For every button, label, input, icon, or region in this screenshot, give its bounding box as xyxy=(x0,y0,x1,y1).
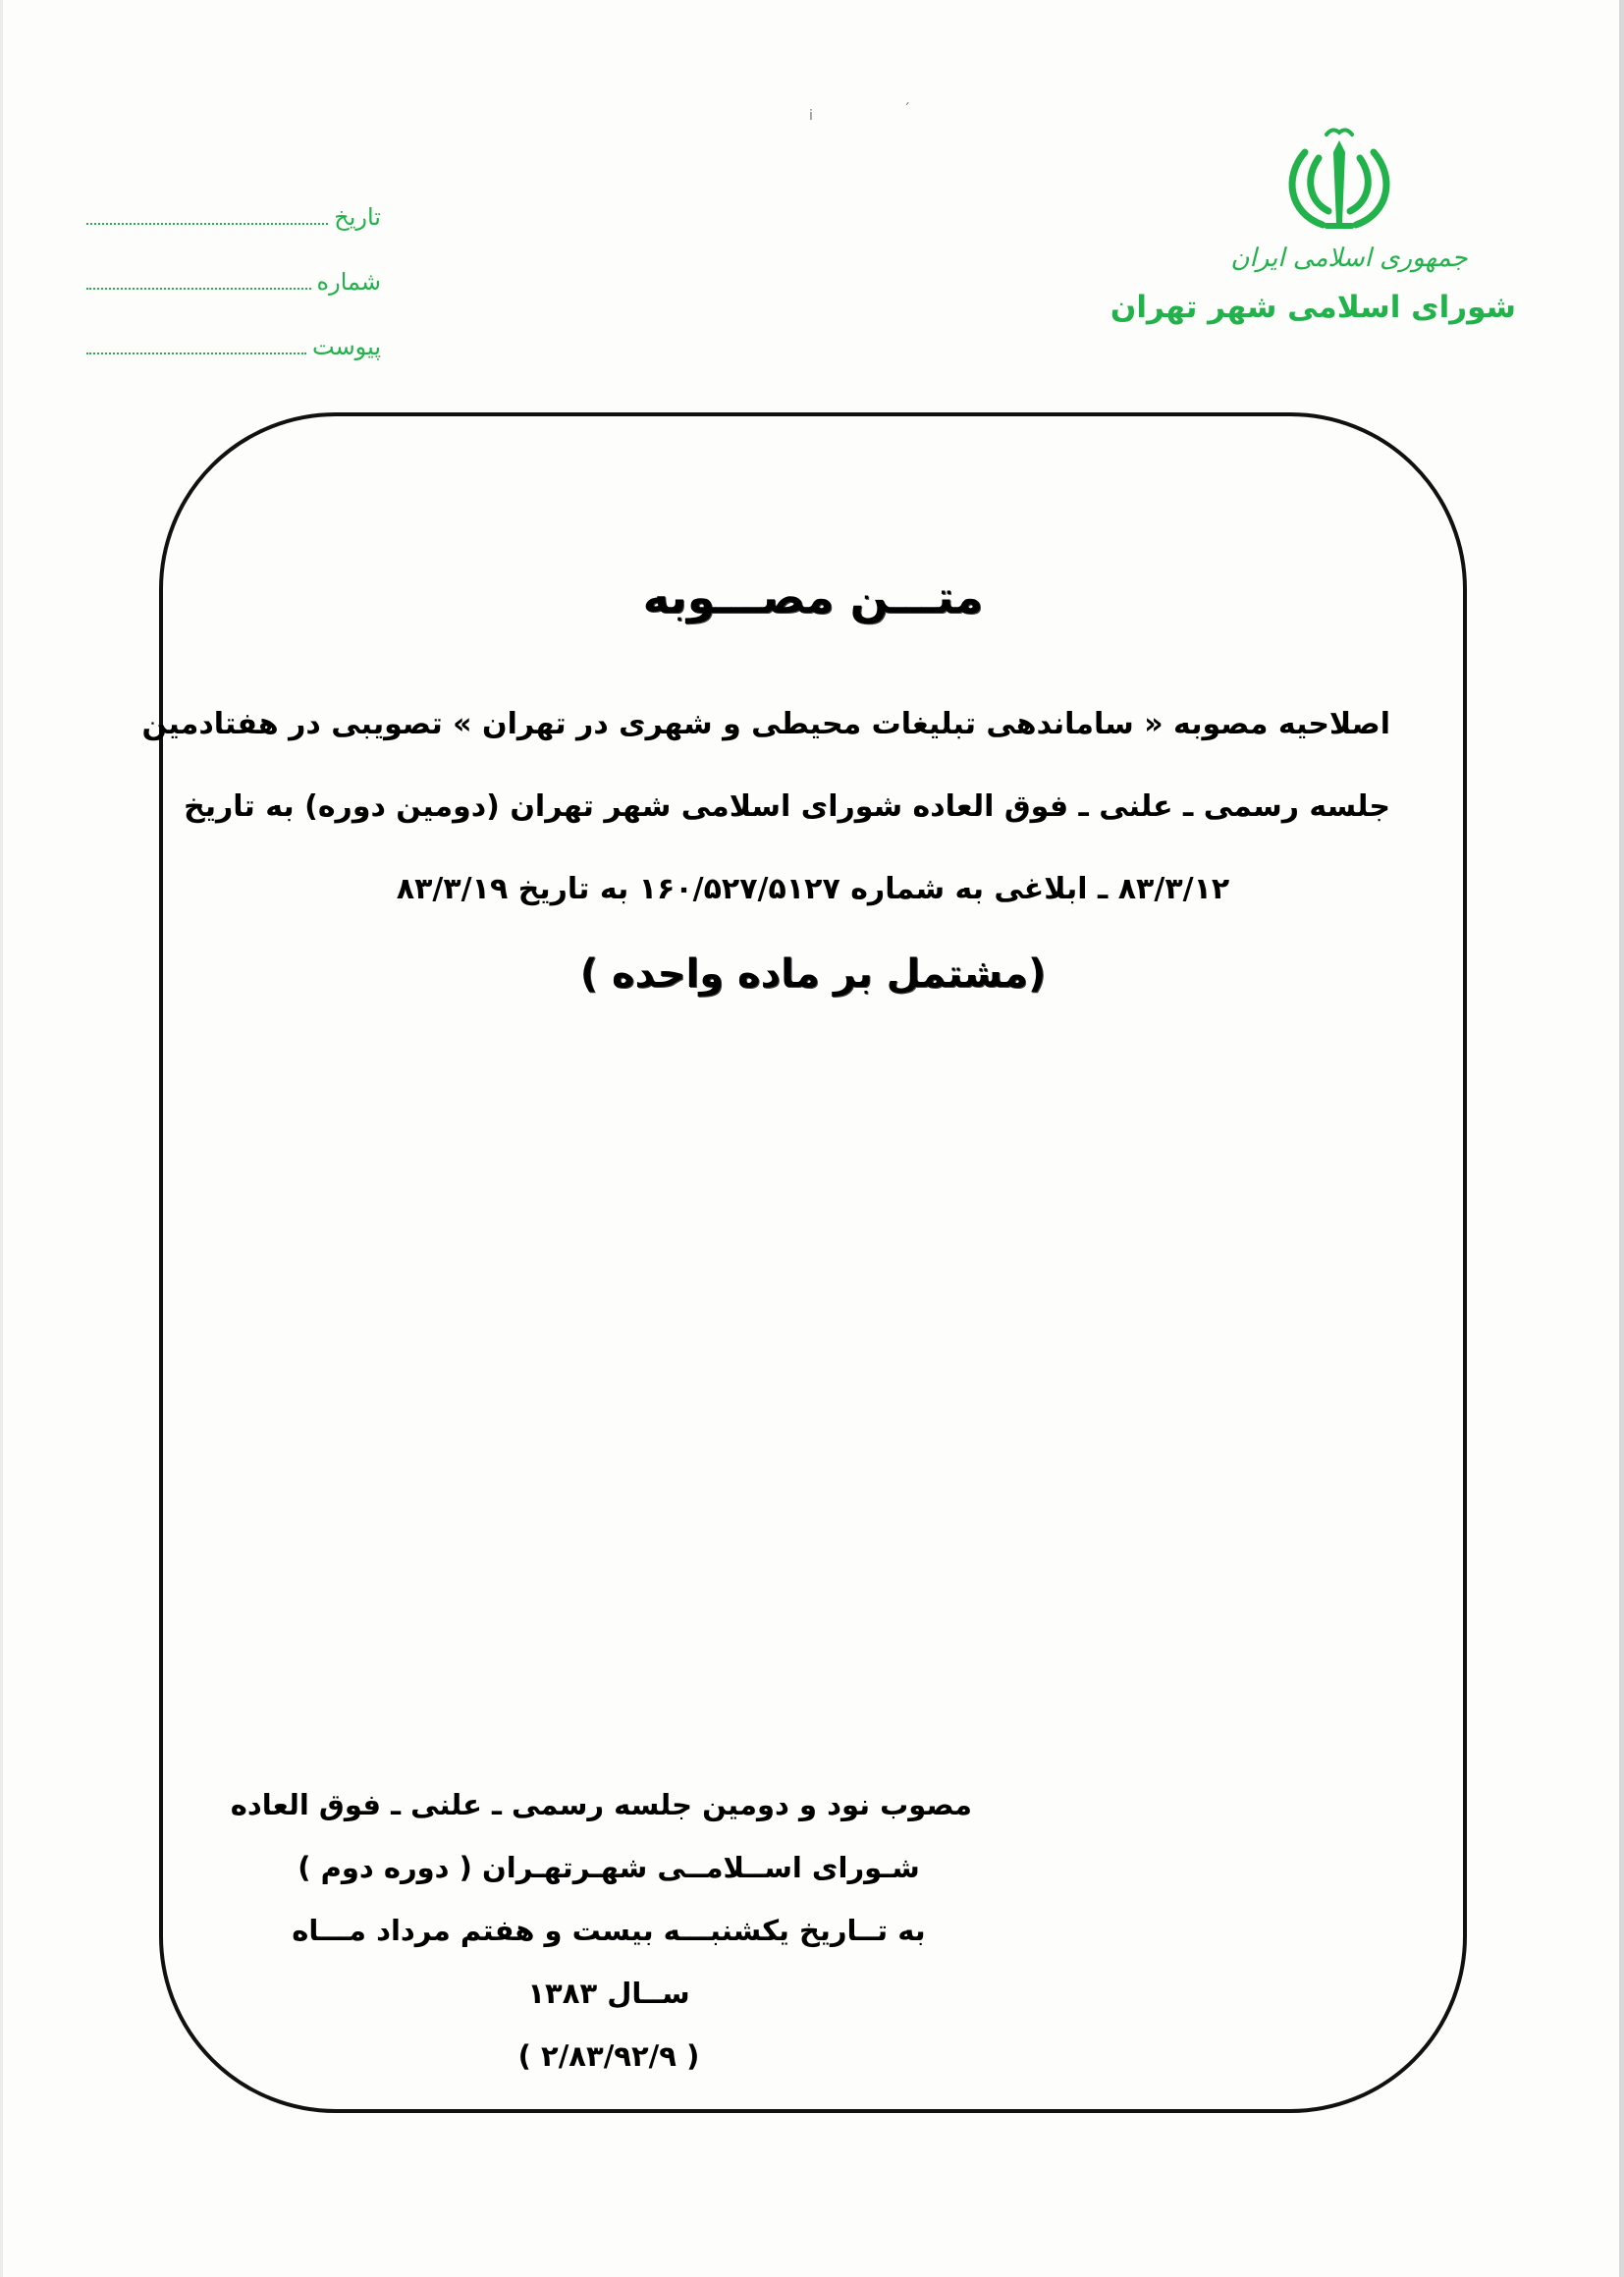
body-line: ۸۳/۳/۱۲ ـ ابلاغی به شماره ۱۶۰/۵۲۷/۵۱۲۷ به تاریخ ۸۳/۳/۱۹ xyxy=(396,872,1230,906)
footer-line: ســال ۱۳۸۳ xyxy=(527,1977,690,2010)
document-body xyxy=(141,683,1390,931)
emblem-caption: جمهوری اسلامی ایران xyxy=(1230,244,1468,273)
footer-line: مصوب نود و دومین جلسه رسمی ـ علنی ـ فوق العاده xyxy=(230,1788,972,1821)
meta-label-number: شماره xyxy=(316,268,381,296)
scan-speck: ⅰ xyxy=(809,108,813,124)
scan-edge-left xyxy=(0,0,3,2277)
iran-emblem-icon xyxy=(1275,123,1403,241)
document-subtitle: (مشتمل بر ماده واحده ) xyxy=(579,951,1047,997)
meta-row-attachment xyxy=(86,297,381,361)
meta-line-attachment xyxy=(86,352,306,354)
meta-line-date xyxy=(86,223,328,225)
footer-line: به تــاریخ یکشنبـــه بیست و هفتم مرداد مـــاه xyxy=(292,1914,926,1947)
meta-row-number xyxy=(86,232,381,297)
letterhead-emblem-block xyxy=(1110,123,1516,327)
footer-line: ( ۲/۸۳/۹۲/۹ ) xyxy=(517,2039,700,2073)
meta-row-date xyxy=(86,167,381,232)
document-title: متـــن مصـــوبه xyxy=(642,570,984,623)
body-line: اصلاحیه مصوبه « ساماندهی تبلیغات محیطی و شهری در تهران » تصویبی در هفتادمین xyxy=(141,707,1390,741)
meta-label-date: تاریخ xyxy=(334,203,381,231)
footer-line: شـورای اســلامــی شهـرتهـران ( دوره دوم ) xyxy=(298,1851,920,1884)
meta-line-number xyxy=(86,288,311,290)
council-name: شورای اسلامی شهر تهران xyxy=(1110,290,1516,325)
body-line: جلسه رسمی ـ علنی ـ فوق العاده شورای اسلامی شهر تهران (دومین دوره) به تاریخ xyxy=(184,789,1390,824)
scan-edge-right xyxy=(1619,0,1624,2277)
meta-label-attachment: پیوست xyxy=(312,333,381,360)
letter-meta-block xyxy=(86,167,381,361)
approval-footer xyxy=(230,1773,972,2087)
scan-speck: ˊ xyxy=(903,102,910,118)
